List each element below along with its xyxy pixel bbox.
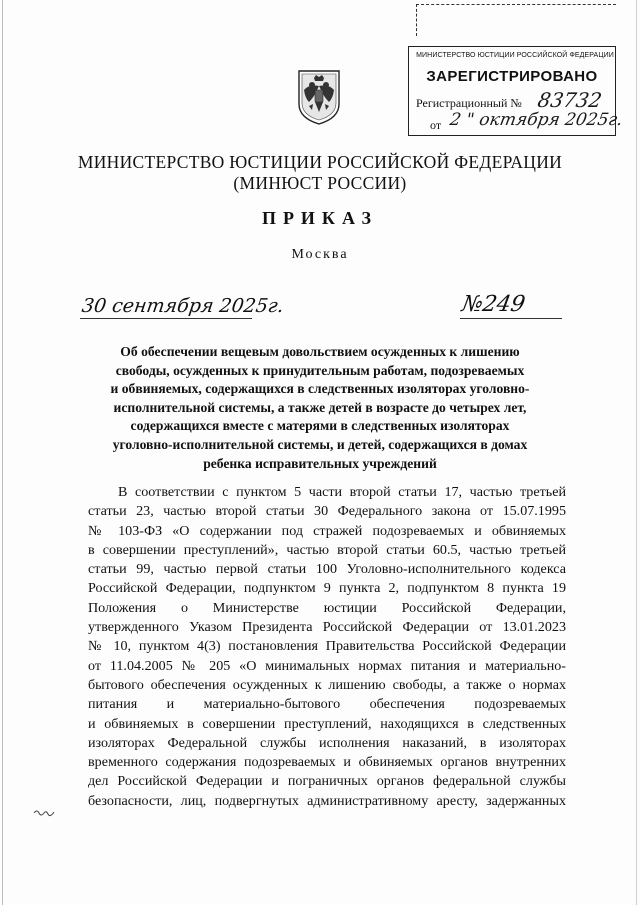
body-line: изоляторах Федеральной службы исполнения наказаний, в изоляторах [88, 734, 566, 751]
stamp-dashed-frame-left [416, 4, 417, 36]
city-name: Москва [291, 247, 349, 262]
order-number-underline [460, 318, 562, 319]
margin-scribble [32, 805, 56, 819]
document-type-title: ПРИКАЗ [261, 208, 379, 228]
body-line: временного содержания подозреваемых и обвиняемых органов внутренних [88, 754, 566, 771]
body-line: утвержденного Указом Президента Российской Федерации от 13.01.2023 [88, 619, 566, 636]
order-date-underline [80, 318, 252, 319]
body-line: дел Российской Федерации и пограничных органов федеральной службы [88, 773, 566, 790]
stamp-registration-date: 2 " октября 2025г. [448, 110, 625, 130]
coat-of-arms-emblem [295, 68, 343, 126]
stamp-ministry-name: МИНИСТЕРСТВО ЮСТИЦИИ РОССИЙСКОЙ ФЕДЕРАЦИИ [416, 52, 614, 59]
body-line: и обвиняемых в совершении преступлений, находящихся в следственных [88, 715, 566, 732]
order-number: №249 [459, 292, 528, 317]
subject-line: свободы, осужденных к принудительным работам, подозреваемых [115, 362, 525, 378]
registration-stamp [406, 2, 625, 138]
scan-edge-left [2, 0, 3, 905]
body-line: В соответствии с пунктом 5 части второй статьи 17, частью третьей [118, 484, 566, 500]
stamp-registration-label: Регистрационный № [416, 96, 522, 110]
subject-line: ребенка исправительных учреждений [203, 455, 437, 471]
subject-line: и обвиняемых, содержащихся в следственных изоляторах уголовно- [110, 381, 530, 397]
scan-edge-right [636, 0, 637, 905]
ministry-name: МИНИСТЕРСТВО ЮСТИЦИИ РОССИЙСКОЙ ФЕДЕРАЦИИ [77, 152, 563, 172]
body-line: № 103-ФЗ «О содержании под стражей подозреваемых и обвиняемых [88, 522, 566, 539]
order-subject [70, 343, 570, 473]
ministry-header [40, 152, 600, 194]
body-line: статьи 99, частью первой статьи 100 Уголовно-исполнительного кодекса [88, 561, 566, 578]
body-line: безопасности, лиц, подвергнутых административному аресту, задержанных [88, 792, 566, 809]
subject-line: содержащихся вместе с матерями в следственных изоляторах [130, 418, 510, 434]
ministry-short-name: (МИНЮСТ РОССИИ) [233, 173, 407, 193]
order-date: 30 сентября 2025г. [80, 295, 286, 317]
subject-line: уголовно-исполнительной системы, и детей, содержащихся в домах [112, 436, 528, 452]
body-line: в совершении преступлений», частью второй статьи 60.5, частью третьей [88, 541, 566, 558]
body-line: бытового обеспечения осужденных к лишению свободы, а также о нормах [88, 676, 566, 693]
body-line: питания и материально-бытового обеспечения подозреваемых [88, 696, 566, 713]
subject-line: исполнительной системы, а также детей в возрасте до четырех лет, [113, 399, 527, 415]
body-line: № 10, пунктом 4(3) постановления Правительства Российской Федерации [88, 638, 566, 655]
body-line: Положения о Министерстве юстиции Российской Федерации, [88, 599, 566, 616]
body-line: Российской Федерации, подпунктом 9 пункта 2, подпунктом 8 пункта 19 [88, 580, 566, 597]
order-body-paragraph [88, 483, 566, 811]
stamp-from-label: от [430, 118, 442, 132]
body-line: от 11.04.2005 № 205 «О минимальных нормах питания и материально- [88, 657, 566, 674]
body-line: статьи 23, частью второй статьи 30 Федерального закона от 15.07.1995 [88, 503, 566, 520]
subject-line: Об обеспечении вещевым довольствием осужденных к лишению [120, 344, 520, 359]
stamp-dashed-frame-top [416, 4, 616, 5]
stamp-registration-number: 83732 [535, 88, 604, 112]
stamp-title: ЗАРЕГИСТРИРОВАНО [426, 68, 598, 85]
